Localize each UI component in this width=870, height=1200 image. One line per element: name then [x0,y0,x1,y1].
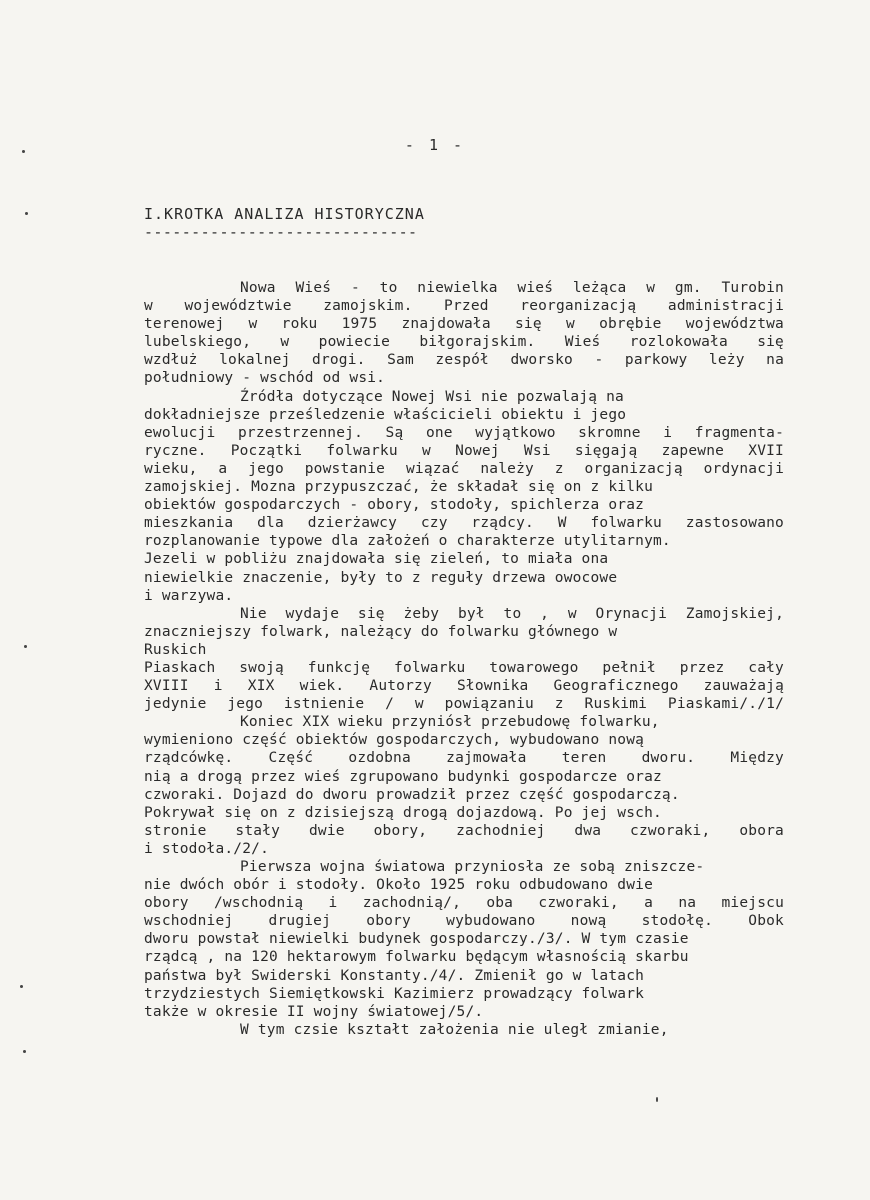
text-line: Ruskich [144,641,207,658]
text-line: Pokrywał się on z dzisiejszą drogą dojazdową. Po jej wsch. [144,804,662,821]
text-line: ewolucji przestrzennej. Są one wyjątkowo skromne i fragmenta- [144,424,784,441]
page-number: - 1 - [404,136,466,154]
scan-speck [656,1097,658,1102]
text-line: rozplanowanie typowe dla założeń o charakterze utylitarnym. [144,533,671,550]
text-line: obiektów gospodarczych - obory, stodoły, spichlerza oraz [144,497,645,514]
text-line: niewielkie znaczenie, były to z reguły drzewa owocowe [144,569,618,586]
text-line: wieku, a jego powstanie wiązać należy z organizacją ordynacji [144,460,784,477]
text-line: Nie wydaje się żeby był to , w Orynacji Zamojskiej, [240,605,784,622]
text-line: Piaskach swoją funkcję folwarku towarowego pełnił przez cały [144,659,784,676]
text-line: Koniec XIX wieku przyniósł przebudowę folwarku, [240,714,660,731]
text-line: także w okresie II wojny światowej/5/. [144,1003,484,1020]
text-line: Źródła dotyczące Nowej Wsi nie pozwalają na [240,388,624,405]
text-line: rządcówkę. Część ozdobna zajmowała teren dworu. Między [144,750,784,767]
text-line: Nowa Wieś - to niewielka wieś leżąca w gm. Turobin [240,280,784,296]
text-line: Pierwsza wojna światowa przyniosła ze sobą zniszcze- [240,859,705,875]
text-line: stronie stały dwie obory, zachodniej dwa czworaki, obora [144,822,784,839]
text-line: dokładniejsze prześledzenie właścicieli obiektu i jego [144,406,627,423]
text-line: trzydziestych Siemiętkowski Kazimierz prowadzący folwark [144,985,645,1002]
text-line: zamojskiej. Mozna przypuszczać, że składał się on z kilku [144,479,653,496]
scan-speck [25,212,28,215]
text-line: i stodoła./2/. [144,840,270,857]
text-line: nią a drogą przez wieś zgrupowano budynki gospodarcze oraz [144,768,662,785]
text-line: jedynie jego istnienie / w powiązaniu z Ruskimi Piaskami/./1/ [144,696,784,713]
scan-speck [24,645,27,648]
text-line: wzdłuż lokalnej drogi. Sam zespół dworsko - parkowy leży na [144,352,784,369]
text-line: dworu powstał niewielki budynek gospodarczy./3/. W tym czasie [144,931,689,948]
text-line: południowy - wschód od wsi. [144,370,386,387]
text-line: lubelskiego, w powiecie biłgorajskim. Wieś rozlokowała się [144,334,784,351]
text-line: w województwie zamojskim. Przed reorganizacją administracji [144,298,784,315]
text-line: Jezeli w pobliżu znajdowała się zieleń, to miała ona [144,551,609,568]
text-line: czworaki. Dojazd do dworu prowadził przez część gospodarczą. [144,786,680,803]
text-line: wschodniej drugiej obory wybudowano nową stodołę. Obok [144,913,784,930]
text-line: nie dwóch obór i stodoły. Około 1925 roku odbudowano dwie [144,877,653,894]
text-line: ryczne. Początki folwarku w Nowej Wsi sięgają zapewne XVII [144,442,784,459]
text-line: znaczniejszy folwark, należący do folwarku głównego w [144,623,618,640]
section-heading: I.KROTKA ANALIZA HISTORYCZNA [144,205,425,223]
text-line: obory /wschodnią i zachodnią/, oba czworaki, a na miejscu [144,895,784,912]
text-line: wymieniono część obiektów gospodarczych, wybudowano nową [144,732,645,749]
text-line: XVIII i XIX wiek. Autorzy Słownika Geograficznego zauważają [144,678,784,695]
scan-speck [23,1050,26,1053]
text-line: państwa był Swiderski Konstanty./4/. Zmienił go w latach [144,967,645,984]
text-line: terenowej w roku 1975 znajdowała się w obrębie województwa [144,316,784,333]
body-text [144,279,784,1039]
text-line: rządcą , na 120 hektarowym folwarku będącym własnością skarbu [144,949,689,966]
text-line: mieszkania dla dzierżawcy czy rządcy. W folwarku zastosowano [144,515,784,532]
heading-underline: ----------------------------- [144,223,418,241]
text-line: i warzywa. [144,587,234,604]
text-line: W tym czsie kształt założenia nie uległ zmianie, [240,1021,669,1038]
scan-speck [20,985,23,988]
scan-speck [22,150,25,153]
